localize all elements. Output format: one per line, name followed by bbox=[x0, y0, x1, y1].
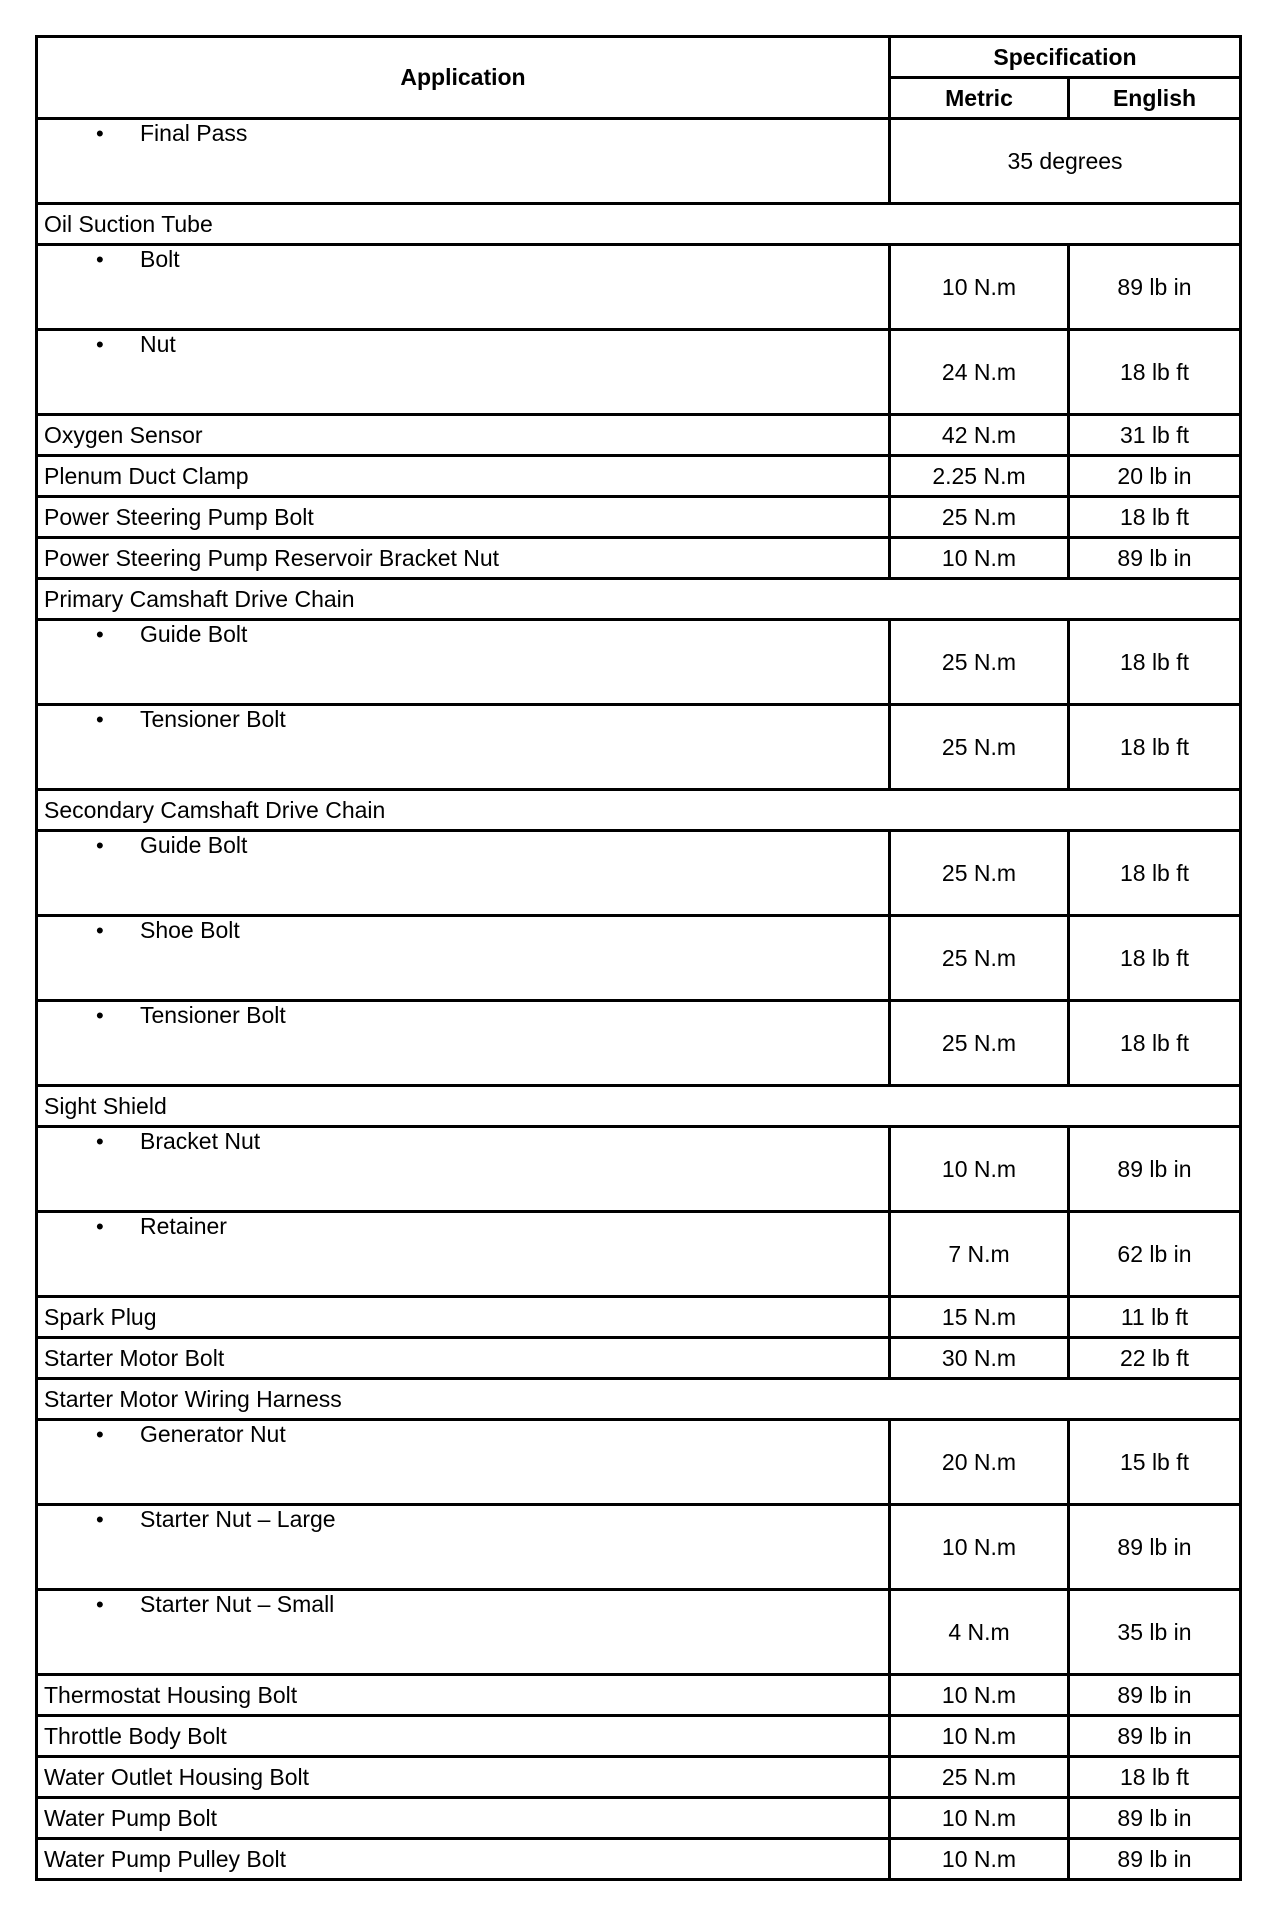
english-value: 89 lb in bbox=[1069, 1798, 1241, 1839]
table-row bbox=[37, 1757, 1241, 1798]
table-row bbox=[37, 1798, 1241, 1839]
english-value: 89 lb in bbox=[1069, 1505, 1241, 1590]
application-cell bbox=[37, 1001, 890, 1086]
application-label: Oil Suction Tube bbox=[44, 210, 213, 237]
application-cell bbox=[37, 1590, 890, 1675]
application-cell bbox=[37, 119, 890, 204]
application-cell bbox=[37, 1297, 890, 1338]
english-value: 89 lb in bbox=[1069, 1127, 1241, 1212]
table-row bbox=[37, 1839, 1241, 1880]
bullet-icon bbox=[96, 1213, 140, 1240]
table-row bbox=[37, 1420, 1241, 1505]
torque-spec-table bbox=[35, 35, 1242, 1881]
application-label: Sight Shield bbox=[44, 1092, 167, 1119]
application-cell bbox=[37, 1757, 890, 1798]
application-cell bbox=[37, 456, 890, 497]
application-label: Throttle Body Bolt bbox=[44, 1722, 227, 1749]
metric-value: 10 N.m bbox=[890, 1675, 1069, 1716]
application-label: Final Pass bbox=[140, 120, 248, 146]
application-header: Application bbox=[37, 37, 890, 119]
application-label: Water Pump Pulley Bolt bbox=[44, 1845, 287, 1872]
bullet-icon bbox=[96, 706, 140, 733]
english-value: 89 lb in bbox=[1069, 1839, 1241, 1880]
application-label: Starter Motor Wiring Harness bbox=[44, 1385, 342, 1412]
application-label: Primary Camshaft Drive Chain bbox=[44, 585, 355, 612]
bullet-icon bbox=[96, 1128, 140, 1155]
metric-value: 24 N.m bbox=[890, 330, 1069, 415]
table-row bbox=[37, 330, 1241, 415]
metric-value: 30 N.m bbox=[890, 1338, 1069, 1379]
bullet-icon bbox=[96, 917, 140, 944]
table-body bbox=[37, 119, 1241, 1880]
table-row bbox=[37, 1212, 1241, 1297]
application-cell bbox=[37, 204, 1241, 245]
application-cell bbox=[37, 1505, 890, 1590]
application-label: Bolt bbox=[140, 246, 180, 272]
table-row bbox=[37, 831, 1241, 916]
application-label: Power Steering Pump Bolt bbox=[44, 503, 314, 530]
application-cell bbox=[37, 620, 890, 705]
application-label: Retainer bbox=[140, 1213, 227, 1239]
table-row bbox=[37, 916, 1241, 1001]
english-value: 18 lb ft bbox=[1069, 1001, 1241, 1086]
metric-header: Metric bbox=[890, 78, 1069, 119]
english-value: 18 lb ft bbox=[1069, 916, 1241, 1001]
application-cell bbox=[37, 579, 1241, 620]
table-row bbox=[37, 497, 1241, 538]
application-label: Water Pump Bolt bbox=[44, 1804, 217, 1831]
application-cell bbox=[37, 705, 890, 790]
combined-spec-cell: 35 degrees bbox=[890, 119, 1241, 204]
table-row bbox=[37, 620, 1241, 705]
group-row bbox=[37, 1379, 1241, 1420]
application-cell bbox=[37, 1127, 890, 1212]
application-label: Oxygen Sensor bbox=[44, 421, 203, 448]
metric-value: 10 N.m bbox=[890, 1839, 1069, 1880]
application-cell bbox=[37, 1338, 890, 1379]
application-cell bbox=[37, 831, 890, 916]
metric-value: 10 N.m bbox=[890, 1127, 1069, 1212]
application-cell bbox=[37, 1675, 890, 1716]
application-cell bbox=[37, 790, 1241, 831]
bullet-icon bbox=[96, 331, 140, 358]
english-value: 18 lb ft bbox=[1069, 831, 1241, 916]
table-row bbox=[37, 538, 1241, 579]
table-row bbox=[37, 1505, 1241, 1590]
application-cell bbox=[37, 916, 890, 1001]
application-cell bbox=[37, 538, 890, 579]
english-value: 18 lb ft bbox=[1069, 620, 1241, 705]
table-row bbox=[37, 1590, 1241, 1675]
metric-value: 25 N.m bbox=[890, 705, 1069, 790]
metric-value: 10 N.m bbox=[890, 1798, 1069, 1839]
application-cell bbox=[37, 1212, 890, 1297]
application-label: Bracket Nut bbox=[140, 1128, 261, 1154]
english-value: 35 lb in bbox=[1069, 1590, 1241, 1675]
group-row bbox=[37, 579, 1241, 620]
metric-value: 25 N.m bbox=[890, 1001, 1069, 1086]
english-value: 18 lb ft bbox=[1069, 330, 1241, 415]
metric-value: 4 N.m bbox=[890, 1590, 1069, 1675]
table-row bbox=[37, 1338, 1241, 1379]
metric-value: 20 N.m bbox=[890, 1420, 1069, 1505]
specification-header: Specification bbox=[890, 37, 1241, 78]
application-label: Thermostat Housing Bolt bbox=[44, 1681, 298, 1708]
table-row bbox=[37, 119, 1241, 204]
table-row bbox=[37, 1675, 1241, 1716]
application-label: Tensioner Bolt bbox=[140, 1002, 286, 1028]
application-label: Starter Nut – Small bbox=[140, 1591, 335, 1617]
application-cell bbox=[37, 1420, 890, 1505]
application-cell bbox=[37, 497, 890, 538]
english-value: 22 lb ft bbox=[1069, 1338, 1241, 1379]
bullet-icon bbox=[96, 1591, 140, 1618]
application-cell bbox=[37, 1839, 890, 1880]
metric-value: 25 N.m bbox=[890, 916, 1069, 1001]
application-cell bbox=[37, 1086, 1241, 1127]
table-row bbox=[37, 1716, 1241, 1757]
table-row bbox=[37, 415, 1241, 456]
table-row bbox=[37, 245, 1241, 330]
table-row bbox=[37, 1001, 1241, 1086]
application-cell bbox=[37, 415, 890, 456]
metric-value: 25 N.m bbox=[890, 620, 1069, 705]
metric-value: 25 N.m bbox=[890, 831, 1069, 916]
english-value: 62 lb in bbox=[1069, 1212, 1241, 1297]
application-label: Secondary Camshaft Drive Chain bbox=[44, 796, 386, 823]
bullet-icon bbox=[96, 120, 140, 147]
bullet-icon bbox=[96, 246, 140, 273]
metric-value: 25 N.m bbox=[890, 1757, 1069, 1798]
application-label: Plenum Duct Clamp bbox=[44, 462, 249, 489]
metric-value: 10 N.m bbox=[890, 538, 1069, 579]
application-cell bbox=[37, 245, 890, 330]
metric-value: 15 N.m bbox=[890, 1297, 1069, 1338]
english-value: 89 lb in bbox=[1069, 245, 1241, 330]
english-value: 18 lb ft bbox=[1069, 1757, 1241, 1798]
group-row bbox=[37, 204, 1241, 245]
metric-value: 42 N.m bbox=[890, 415, 1069, 456]
application-label: Tensioner Bolt bbox=[140, 706, 286, 732]
english-value: 89 lb in bbox=[1069, 1716, 1241, 1757]
english-value: 11 lb ft bbox=[1069, 1297, 1241, 1338]
english-value: 89 lb in bbox=[1069, 1675, 1241, 1716]
bullet-icon bbox=[96, 1421, 140, 1448]
group-row bbox=[37, 1086, 1241, 1127]
metric-value: 25 N.m bbox=[890, 497, 1069, 538]
application-label: Water Outlet Housing Bolt bbox=[44, 1763, 310, 1790]
metric-value: 10 N.m bbox=[890, 245, 1069, 330]
group-row bbox=[37, 790, 1241, 831]
bullet-icon bbox=[96, 832, 140, 859]
application-label: Generator Nut bbox=[140, 1421, 286, 1447]
metric-value: 2.25 N.m bbox=[890, 456, 1069, 497]
application-cell bbox=[37, 1379, 1241, 1420]
english-value: 15 lb ft bbox=[1069, 1420, 1241, 1505]
application-label: Guide Bolt bbox=[140, 621, 248, 647]
english-value: 18 lb ft bbox=[1069, 705, 1241, 790]
application-cell bbox=[37, 1716, 890, 1757]
english-value: 89 lb in bbox=[1069, 538, 1241, 579]
table-row bbox=[37, 1127, 1241, 1212]
english-value: 18 lb ft bbox=[1069, 497, 1241, 538]
english-header: English bbox=[1069, 78, 1241, 119]
metric-value: 7 N.m bbox=[890, 1212, 1069, 1297]
application-label: Spark Plug bbox=[44, 1303, 157, 1330]
application-label: Starter Nut – Large bbox=[140, 1506, 336, 1532]
application-label: Starter Motor Bolt bbox=[44, 1344, 225, 1371]
bullet-icon bbox=[96, 1002, 140, 1029]
application-label: Guide Bolt bbox=[140, 832, 248, 858]
application-cell bbox=[37, 1798, 890, 1839]
application-label: Power Steering Pump Reservoir Bracket Nut bbox=[44, 544, 500, 571]
metric-value: 10 N.m bbox=[890, 1716, 1069, 1757]
bullet-icon bbox=[96, 1506, 140, 1533]
bullet-icon bbox=[96, 621, 140, 648]
application-label: Nut bbox=[140, 331, 176, 357]
application-label: Shoe Bolt bbox=[140, 917, 240, 943]
table-row bbox=[37, 705, 1241, 790]
metric-value: 10 N.m bbox=[890, 1505, 1069, 1590]
english-value: 20 lb in bbox=[1069, 456, 1241, 497]
table-row bbox=[37, 456, 1241, 497]
table-row bbox=[37, 1297, 1241, 1338]
english-value: 31 lb ft bbox=[1069, 415, 1241, 456]
application-cell bbox=[37, 330, 890, 415]
